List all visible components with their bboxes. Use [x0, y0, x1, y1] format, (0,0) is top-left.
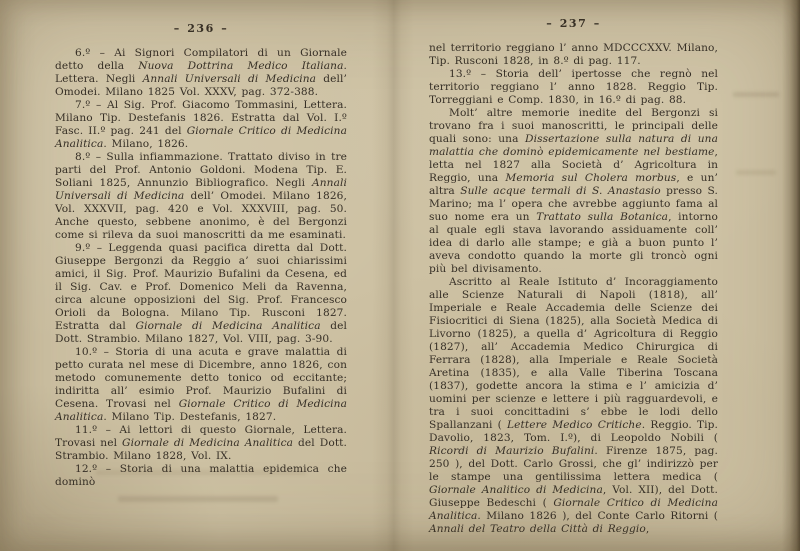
page-left — [55, 22, 347, 489]
ink-bleedthrough-mark — [118, 496, 278, 502]
italic-work-title: Giornale Analitico di Medicina — [429, 484, 603, 496]
italic-work-title: Memoria sul Cholera morbus — [505, 172, 677, 184]
page-right — [429, 17, 718, 536]
text-segment: del Dott. Strambio. Milano 1828, Vol. IX. — [55, 437, 348, 462]
paragraph — [55, 346, 347, 424]
text-segment: 11.º – Ai lettori di questo Giornale, Lettera. Trovasi nel — [55, 424, 347, 449]
italic-work-title: Annali Universali di Medicina — [55, 177, 347, 202]
text-segment: nel territorio reggiano l’ anno MDCCCXXV. Milano, Tip. Rusconi 1828, in 8.º di pag. 117. — [429, 42, 718, 67]
folio-page-number-right: – 237 – — [546, 17, 601, 30]
paragraph — [55, 99, 347, 151]
text-segment: . Milano Tip. Destefanis, 1827. — [103, 411, 277, 423]
paragraph — [55, 47, 347, 99]
text-segment: . Lettera. Negli — [55, 60, 347, 85]
text-segment: del Dott. Strambio. Milano 1827, Vol. VIII, pag. 3-90. — [55, 320, 347, 345]
text-segment: , e un’ altra — [429, 172, 718, 197]
italic-work-title: Giornale di Medicina Analitica — [122, 437, 294, 449]
text-segment: 8.º – Sulla infiammazione. Trattato diviso in tre parti del Prof. Antonio Goldoni. Modena Tip. E. Soliani 1825, Annunzio Bibliografico. Negli — [55, 151, 347, 189]
text-segment: 6.º – Ai Signori Compilatori di un Giornale detto della — [55, 47, 347, 72]
page-right-text — [429, 42, 718, 536]
text-segment: . Reggio. Tip. Davolio, 1823, Tom. I.º), di Leopoldo Nobili ( — [429, 419, 718, 444]
text-segment: , Vol. XII), del Dott. Giuseppe Bedeschi ( — [429, 484, 718, 509]
paragraph — [55, 424, 347, 463]
ink-bleedthrough-mark — [733, 92, 779, 97]
text-segment: 12.º – Storia di una malattia epidemica che dominò — [55, 463, 347, 488]
text-segment: dell’ Omodei. Milano 1825 Vol. XXXV, pag. 372-388. — [55, 73, 347, 98]
italic-work-title: Annali Universali di Medicina — [142, 73, 317, 85]
page-left-text — [55, 47, 347, 489]
italic-work-title: Nuova Dottrina Medico Italiana — [138, 60, 344, 72]
text-segment: 10.º – Storia di una acuta e grave malattia di petto curata nel mese di Dicembre, anno 1826, con metodo comunemente detto tonico od eccitante; indiritta all’ esimio Prof. Maurizio Bufalini di Cesena. Trovasi nel — [55, 346, 347, 410]
text-segment: dell’ Omodei. Milano 1826, Vol. XXXVII, pag. 420 e Vol. XXXVIII, pag. 50. Anche questo, sebbene anonimo, è del Bergonzi come si rileva da suoi manoscritti da me esaminati. — [55, 190, 347, 241]
italic-work-title: Sulle acque termali di S. Anastasio — [460, 185, 661, 197]
text-segment: 9.º – Leggenda quasi pacifica diretta dal Dott. Giuseppe Bergonzi da Reggio a’ suoi chiarissimi amici, il Sig. Prof. Maurizio Bufalini da Cesena, ed il Sig. Cav. e Prof. Domenico Meli da Ravenna, circa alcune opposizioni del Sig. Prof. Francesco Orioli da Bologna. Milano Tip. Rusconi 1827. Estratta dal — [55, 242, 347, 332]
folio-page-number-left: – 236 – — [173, 22, 229, 35]
italic-work-title: Trattato sulla Botanica — [536, 211, 669, 223]
paragraph — [429, 68, 718, 107]
ink-bleedthrough-mark — [736, 170, 776, 175]
text-segment: , letta nel 1827 alla Società d’ Agricoltura in Reggio, una — [429, 146, 718, 184]
text-segment: . Firenze 1875, pag. 250 ), del Dott. Carlo Grossi, che gl’ indirizzò per le stampe una gentilissima lettera medica ( — [429, 445, 718, 483]
italic-work-title: Annali del Teatro della Città di Reggio — [429, 523, 646, 535]
gutter-crease — [372, 0, 414, 551]
paragraph — [55, 242, 347, 346]
text-segment: , intorno al quale egli stava lavorando assiduamente coll’ idea di darlo alle stampe; e già a buon punto l’ aveva condotto quando la morte gli troncò ogni più bel divisamento. — [429, 211, 718, 275]
text-segment: presso S. Marino; ma l’ opera che avrebbe aggiunto fama al suo nome era un — [429, 185, 718, 223]
text-segment: . Milano, 1826. — [103, 138, 189, 150]
italic-work-title: Dissertazione sulla natura di una malattia che dominò epidemicamente nel bestiame — [429, 133, 718, 158]
text-segment: Molt’ altre memorie inedite del Bergonzi si trovano fra i suoi manoscritti, le principali delle quali sono: una — [429, 107, 718, 145]
italic-work-title: Giornale Critico di Medicina Analitica — [55, 398, 347, 423]
paragraph — [429, 42, 718, 68]
paragraph — [55, 463, 347, 489]
text-segment: 13.º – Storia dell’ ipertosse che regnò nel territorio reggiano l’ anno 1828. Reggio Tip. Torreggiani e Comp. 1830, in 16.º di pag. 88. — [429, 68, 718, 106]
italic-work-title: Giornale di Medicina Analitica — [135, 320, 321, 332]
text-segment: Ascritto al Reale Istituto d’ Incoraggiamento alle Scienze Naturali di Napoli (1818), all’ Imperiale e Reale Accademia delle Scienze dei Fisiocritici di Siena (1825), alla Società Medica di Livorno (1825), a quella d’ Agricoltura di Reggio (1827), all’ Accademia Medico Chirurgica di Ferrara (1828), alla Imperiale e Reale Società Aretina (1835), e alla Valle Tiberina Toscana (1837), godette ancora la stima e l’ amicizia d’ uomini per scienze e lettere i più ragguardevoli, e tra i suoi concittadini s’ ebbe le lodi dello Spallanzani ( — [429, 276, 718, 431]
text-segment: 7.º – Al Sig. Prof. Giacomo Tommasini, Lettera. Milano Tip. Destefanis 1826. Estratta dal Vol. I.º Fasc. II.º pag. 241 del — [55, 99, 347, 137]
italic-work-title: Ricordi di Maurizio Bufalini — [429, 445, 595, 457]
italic-work-title: Giornale Critico di Medicina Analitica — [429, 497, 718, 522]
text-segment: . Milano 1826 ), del Conte Carlo Ritorni ( — [477, 510, 718, 522]
italic-work-title: Lettere Medico Critiche — [507, 419, 642, 431]
paragraph — [429, 107, 718, 276]
paragraph — [55, 151, 347, 242]
page-edge-shadow — [782, 0, 800, 551]
paragraph — [429, 276, 718, 536]
text-segment: , — [645, 523, 650, 535]
italic-work-title: Giornale Critico di Medicina Analitica — [55, 125, 347, 150]
